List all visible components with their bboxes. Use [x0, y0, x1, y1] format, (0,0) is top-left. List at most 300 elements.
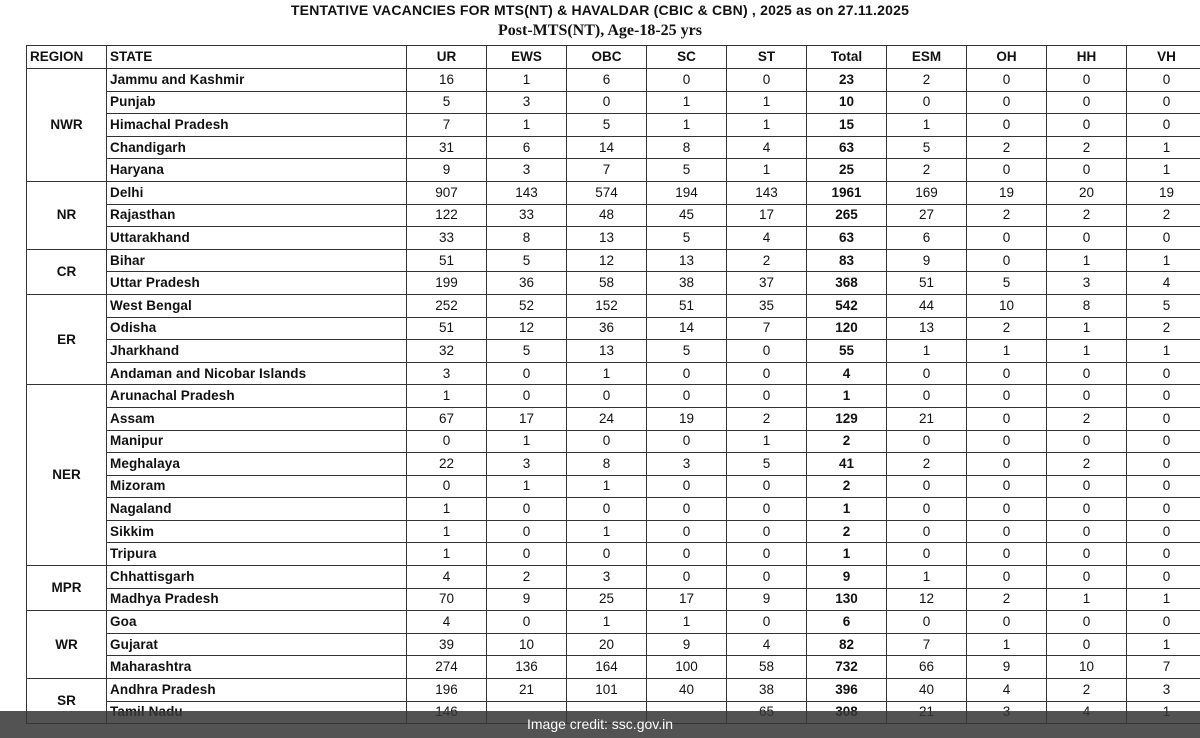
- value-cell: 10: [487, 633, 567, 656]
- value-cell: 9: [967, 656, 1047, 679]
- table-row: [27, 611, 1200, 634]
- header-state: STATE: [107, 46, 407, 69]
- total-cell: 396: [807, 679, 887, 702]
- state-cell: Jharkhand: [107, 340, 407, 363]
- state-cell: Chandigarh: [107, 136, 407, 159]
- value-cell: 36: [487, 272, 567, 295]
- value-cell: 1: [567, 475, 647, 498]
- value-cell: 0: [487, 520, 567, 543]
- value-cell: 2: [887, 159, 967, 182]
- value-cell: 2: [967, 136, 1047, 159]
- value-cell: 5: [727, 453, 807, 476]
- total-cell: 1: [807, 385, 887, 408]
- value-cell: 0: [487, 611, 567, 634]
- value-cell: 0: [1047, 385, 1127, 408]
- value-cell: 0: [1047, 114, 1127, 137]
- state-cell: Manipur: [107, 430, 407, 453]
- value-cell: 7: [727, 317, 807, 340]
- value-cell: 38: [647, 272, 727, 295]
- value-cell: 8: [567, 453, 647, 476]
- value-cell: 31: [407, 136, 487, 159]
- value-cell: 9: [487, 588, 567, 611]
- value-cell: 51: [887, 272, 967, 295]
- value-cell: 1: [487, 430, 567, 453]
- value-cell: 2: [967, 317, 1047, 340]
- value-cell: 12: [887, 588, 967, 611]
- value-cell: 252: [407, 294, 487, 317]
- value-cell: 44: [887, 294, 967, 317]
- region-cell: SR: [27, 679, 107, 724]
- value-cell: 2: [1047, 136, 1127, 159]
- value-cell: 136: [487, 656, 567, 679]
- value-cell: 1: [1127, 159, 1200, 182]
- value-cell: 0: [727, 566, 807, 589]
- value-cell: 66: [887, 656, 967, 679]
- value-cell: 8: [487, 227, 567, 250]
- state-cell: Jammu and Kashmir: [107, 69, 407, 92]
- value-cell: 8: [1047, 294, 1127, 317]
- state-cell: West Bengal: [107, 294, 407, 317]
- total-cell: 23: [807, 69, 887, 92]
- region-cell: ER: [27, 294, 107, 384]
- value-cell: 20: [1047, 181, 1127, 204]
- value-cell: 4: [407, 566, 487, 589]
- value-cell: 1: [727, 430, 807, 453]
- table-row: [27, 430, 1200, 453]
- value-cell: 0: [1047, 91, 1127, 114]
- state-cell: Goa: [107, 611, 407, 634]
- value-cell: 16: [407, 69, 487, 92]
- document-subtitle: Post-MTS(NT), Age-18-25 yrs: [498, 22, 702, 39]
- value-cell: 1: [487, 114, 567, 137]
- value-cell: 7: [887, 633, 967, 656]
- value-cell: 0: [887, 520, 967, 543]
- value-cell: 13: [567, 227, 647, 250]
- value-cell: 3: [1127, 679, 1200, 702]
- value-cell: 0: [1127, 520, 1200, 543]
- value-cell: 0: [727, 340, 807, 363]
- value-cell: 32: [407, 340, 487, 363]
- value-cell: 0: [1127, 566, 1200, 589]
- value-cell: 1: [407, 385, 487, 408]
- value-cell: 2: [967, 204, 1047, 227]
- value-cell: 0: [1127, 114, 1200, 137]
- value-cell: 5: [487, 340, 567, 363]
- value-cell: 169: [887, 181, 967, 204]
- value-cell: 1: [1047, 249, 1127, 272]
- table-row: [27, 407, 1200, 430]
- value-cell: 0: [1127, 69, 1200, 92]
- value-cell: 0: [647, 498, 727, 521]
- value-cell: 2: [887, 69, 967, 92]
- value-cell: 1: [647, 91, 727, 114]
- table-row: [27, 272, 1200, 295]
- value-cell: 196: [407, 679, 487, 702]
- table-row: [27, 543, 1200, 566]
- value-cell: 2: [1127, 204, 1200, 227]
- value-cell: 2: [1047, 453, 1127, 476]
- value-cell: 19: [1127, 181, 1200, 204]
- value-cell: 7: [567, 159, 647, 182]
- value-cell: 19: [967, 181, 1047, 204]
- table-header-row: [27, 46, 1200, 69]
- value-cell: 1: [967, 633, 1047, 656]
- value-cell: 0: [1047, 611, 1127, 634]
- value-cell: 0: [967, 453, 1047, 476]
- total-cell: 6: [807, 611, 887, 634]
- state-cell: Maharashtra: [107, 656, 407, 679]
- value-cell: 0: [487, 385, 567, 408]
- value-cell: 122: [407, 204, 487, 227]
- region-cell: CR: [27, 249, 107, 294]
- table-row: [27, 633, 1200, 656]
- image-credit: Image credit: ssc.gov.in: [0, 711, 1200, 738]
- value-cell: 1: [967, 340, 1047, 363]
- value-cell: 1: [727, 91, 807, 114]
- header-st: ST: [727, 46, 807, 69]
- value-cell: 0: [647, 362, 727, 385]
- value-cell: 0: [967, 430, 1047, 453]
- value-cell: 0: [887, 611, 967, 634]
- region-cell: MPR: [27, 566, 107, 611]
- state-cell: Mizoram: [107, 475, 407, 498]
- value-cell: 10: [967, 294, 1047, 317]
- table-row: [27, 136, 1200, 159]
- table-row: [27, 227, 1200, 250]
- table-row: [27, 181, 1200, 204]
- value-cell: 0: [967, 91, 1047, 114]
- value-cell: 12: [487, 317, 567, 340]
- value-cell: 0: [967, 566, 1047, 589]
- value-cell: 33: [407, 227, 487, 250]
- value-cell: 1: [727, 114, 807, 137]
- total-cell: 63: [807, 227, 887, 250]
- total-cell: 4: [807, 362, 887, 385]
- value-cell: 0: [1127, 498, 1200, 521]
- value-cell: 0: [887, 385, 967, 408]
- value-cell: 39: [407, 633, 487, 656]
- total-cell: 130: [807, 588, 887, 611]
- total-cell: 732: [807, 656, 887, 679]
- region-cell: NWR: [27, 69, 107, 182]
- value-cell: 51: [407, 249, 487, 272]
- value-cell: 2: [1047, 407, 1127, 430]
- value-cell: 45: [647, 204, 727, 227]
- state-cell: Uttar Pradesh: [107, 272, 407, 295]
- state-cell: Nagaland: [107, 498, 407, 521]
- value-cell: 51: [647, 294, 727, 317]
- value-cell: 0: [967, 407, 1047, 430]
- value-cell: 1: [487, 69, 567, 92]
- value-cell: 0: [1047, 566, 1127, 589]
- value-cell: 0: [1127, 543, 1200, 566]
- value-cell: 0: [1127, 227, 1200, 250]
- value-cell: 2: [1127, 317, 1200, 340]
- table-row: [27, 249, 1200, 272]
- header-hh: HH: [1047, 46, 1127, 69]
- value-cell: 3: [487, 91, 567, 114]
- value-cell: 1: [727, 159, 807, 182]
- value-cell: 194: [647, 181, 727, 204]
- region-cell: NR: [27, 181, 107, 249]
- value-cell: 0: [487, 498, 567, 521]
- value-cell: 0: [1127, 430, 1200, 453]
- table-row: [27, 453, 1200, 476]
- value-cell: 0: [967, 69, 1047, 92]
- value-cell: 143: [727, 181, 807, 204]
- total-cell: 2: [807, 475, 887, 498]
- total-cell: 1961: [807, 181, 887, 204]
- state-cell: Madhya Pradesh: [107, 588, 407, 611]
- state-cell: Uttarakhand: [107, 227, 407, 250]
- value-cell: 10: [1047, 656, 1127, 679]
- value-cell: 3: [1047, 272, 1127, 295]
- header-ews: EWS: [487, 46, 567, 69]
- state-cell: Haryana: [107, 159, 407, 182]
- state-cell: Bihar: [107, 249, 407, 272]
- value-cell: 0: [647, 566, 727, 589]
- value-cell: 143: [487, 181, 567, 204]
- value-cell: 0: [1047, 543, 1127, 566]
- value-cell: 40: [887, 679, 967, 702]
- value-cell: 6: [567, 69, 647, 92]
- value-cell: 1: [407, 520, 487, 543]
- state-cell: Gujarat: [107, 633, 407, 656]
- value-cell: 100: [647, 656, 727, 679]
- value-cell: 2: [727, 407, 807, 430]
- value-cell: 13: [567, 340, 647, 363]
- value-cell: 0: [1047, 69, 1127, 92]
- value-cell: 1: [1127, 633, 1200, 656]
- state-cell: Andaman and Nicobar Islands: [107, 362, 407, 385]
- value-cell: 2: [1047, 204, 1127, 227]
- value-cell: 4: [1127, 272, 1200, 295]
- value-cell: 1: [487, 475, 567, 498]
- value-cell: 1: [887, 114, 967, 137]
- value-cell: 0: [1127, 453, 1200, 476]
- value-cell: 0: [567, 91, 647, 114]
- state-cell: Punjab: [107, 91, 407, 114]
- table-row: [27, 520, 1200, 543]
- value-cell: 0: [967, 520, 1047, 543]
- state-cell: Arunachal Pradesh: [107, 385, 407, 408]
- value-cell: 1: [1047, 340, 1127, 363]
- value-cell: 1: [1127, 340, 1200, 363]
- value-cell: 0: [967, 498, 1047, 521]
- value-cell: 0: [727, 611, 807, 634]
- table-row: [27, 656, 1200, 679]
- table-row: [27, 475, 1200, 498]
- total-cell: 82: [807, 633, 887, 656]
- table-row: [27, 159, 1200, 182]
- total-cell: 120: [807, 317, 887, 340]
- value-cell: 0: [647, 430, 727, 453]
- table-row: [27, 588, 1200, 611]
- value-cell: 0: [1127, 362, 1200, 385]
- header-vh: VH: [1127, 46, 1200, 69]
- value-cell: 0: [1047, 227, 1127, 250]
- value-cell: 3: [647, 453, 727, 476]
- value-cell: 0: [1127, 475, 1200, 498]
- value-cell: 0: [727, 385, 807, 408]
- value-cell: 4: [727, 136, 807, 159]
- total-cell: 83: [807, 249, 887, 272]
- value-cell: 0: [887, 543, 967, 566]
- value-cell: 164: [567, 656, 647, 679]
- state-cell: Rajasthan: [107, 204, 407, 227]
- value-cell: 0: [727, 543, 807, 566]
- state-cell: Assam: [107, 407, 407, 430]
- value-cell: 7: [407, 114, 487, 137]
- value-cell: 21: [887, 407, 967, 430]
- value-cell: 1: [567, 362, 647, 385]
- value-cell: 48: [567, 204, 647, 227]
- value-cell: 0: [487, 543, 567, 566]
- value-cell: 0: [967, 385, 1047, 408]
- value-cell: 13: [647, 249, 727, 272]
- value-cell: 0: [567, 430, 647, 453]
- total-cell: 2: [807, 520, 887, 543]
- value-cell: 17: [727, 204, 807, 227]
- value-cell: 0: [967, 159, 1047, 182]
- value-cell: 0: [647, 543, 727, 566]
- state-cell: Andhra Pradesh: [107, 679, 407, 702]
- total-cell: 1: [807, 498, 887, 521]
- value-cell: 0: [1127, 91, 1200, 114]
- table-row: [27, 362, 1200, 385]
- state-cell: Odisha: [107, 317, 407, 340]
- value-cell: 2: [727, 249, 807, 272]
- value-cell: 1: [407, 543, 487, 566]
- header-total: Total: [807, 46, 887, 69]
- value-cell: 0: [1127, 385, 1200, 408]
- total-cell: 15: [807, 114, 887, 137]
- value-cell: 0: [727, 498, 807, 521]
- value-cell: 8: [647, 136, 727, 159]
- table-row: [27, 91, 1200, 114]
- value-cell: 24: [567, 407, 647, 430]
- value-cell: 17: [487, 407, 567, 430]
- value-cell: 35: [727, 294, 807, 317]
- value-cell: 0: [727, 475, 807, 498]
- total-cell: 25: [807, 159, 887, 182]
- value-cell: 3: [567, 566, 647, 589]
- value-cell: 13: [887, 317, 967, 340]
- value-cell: 5: [967, 272, 1047, 295]
- value-cell: 1: [1127, 136, 1200, 159]
- value-cell: 1: [647, 611, 727, 634]
- value-cell: 4: [967, 679, 1047, 702]
- value-cell: 37: [727, 272, 807, 295]
- value-cell: 0: [967, 227, 1047, 250]
- total-cell: 542: [807, 294, 887, 317]
- total-cell: 2: [807, 430, 887, 453]
- value-cell: 36: [567, 317, 647, 340]
- value-cell: 0: [647, 69, 727, 92]
- table-row: [27, 294, 1200, 317]
- header-region: REGION: [27, 46, 107, 69]
- value-cell: 52: [487, 294, 567, 317]
- total-cell: 1: [807, 543, 887, 566]
- value-cell: 2: [967, 588, 1047, 611]
- value-cell: 5: [647, 227, 727, 250]
- value-cell: 14: [567, 136, 647, 159]
- table-row: [27, 340, 1200, 363]
- value-cell: 0: [967, 362, 1047, 385]
- value-cell: 199: [407, 272, 487, 295]
- value-cell: 0: [727, 69, 807, 92]
- value-cell: 0: [887, 475, 967, 498]
- state-cell: Sikkim: [107, 520, 407, 543]
- value-cell: 0: [1047, 475, 1127, 498]
- value-cell: 0: [887, 91, 967, 114]
- total-cell: 63: [807, 136, 887, 159]
- value-cell: 0: [1047, 362, 1127, 385]
- value-cell: 3: [487, 453, 567, 476]
- value-cell: 0: [567, 543, 647, 566]
- value-cell: 17: [647, 588, 727, 611]
- value-cell: 2: [487, 566, 567, 589]
- value-cell: 0: [407, 430, 487, 453]
- value-cell: 19: [647, 407, 727, 430]
- value-cell: 21: [487, 679, 567, 702]
- state-cell: Tripura: [107, 543, 407, 566]
- value-cell: 5: [647, 340, 727, 363]
- value-cell: 5: [647, 159, 727, 182]
- value-cell: 0: [967, 249, 1047, 272]
- value-cell: 58: [727, 656, 807, 679]
- table-row: [27, 566, 1200, 589]
- value-cell: 4: [727, 227, 807, 250]
- value-cell: 67: [407, 407, 487, 430]
- value-cell: 0: [1127, 407, 1200, 430]
- value-cell: 6: [887, 227, 967, 250]
- value-cell: 0: [967, 475, 1047, 498]
- value-cell: 5: [1127, 294, 1200, 317]
- vacancy-table: [26, 45, 1200, 724]
- value-cell: 152: [567, 294, 647, 317]
- document-title: TENTATIVE VACANCIES FOR MTS(NT) & HAVALDAR (CBIC & CBN) , 2025 as on 27.11.2025: [290, 2, 910, 18]
- value-cell: 6: [487, 136, 567, 159]
- table-row: [27, 498, 1200, 521]
- value-cell: 0: [1047, 520, 1127, 543]
- value-cell: 574: [567, 181, 647, 204]
- value-cell: 9: [407, 159, 487, 182]
- value-cell: 5: [487, 249, 567, 272]
- value-cell: 27: [887, 204, 967, 227]
- value-cell: 907: [407, 181, 487, 204]
- value-cell: 0: [967, 114, 1047, 137]
- value-cell: 5: [567, 114, 647, 137]
- value-cell: 0: [727, 520, 807, 543]
- value-cell: 12: [567, 249, 647, 272]
- total-cell: 55: [807, 340, 887, 363]
- value-cell: 14: [647, 317, 727, 340]
- total-cell: 10: [807, 91, 887, 114]
- value-cell: 274: [407, 656, 487, 679]
- header-obc: OBC: [567, 46, 647, 69]
- value-cell: 0: [647, 475, 727, 498]
- value-cell: 3: [487, 159, 567, 182]
- table-row: [27, 385, 1200, 408]
- value-cell: 0: [727, 362, 807, 385]
- value-cell: 9: [727, 588, 807, 611]
- value-cell: 1: [1127, 249, 1200, 272]
- value-cell: 2: [1047, 679, 1127, 702]
- value-cell: 2: [887, 453, 967, 476]
- value-cell: 1: [647, 114, 727, 137]
- value-cell: 1: [1047, 317, 1127, 340]
